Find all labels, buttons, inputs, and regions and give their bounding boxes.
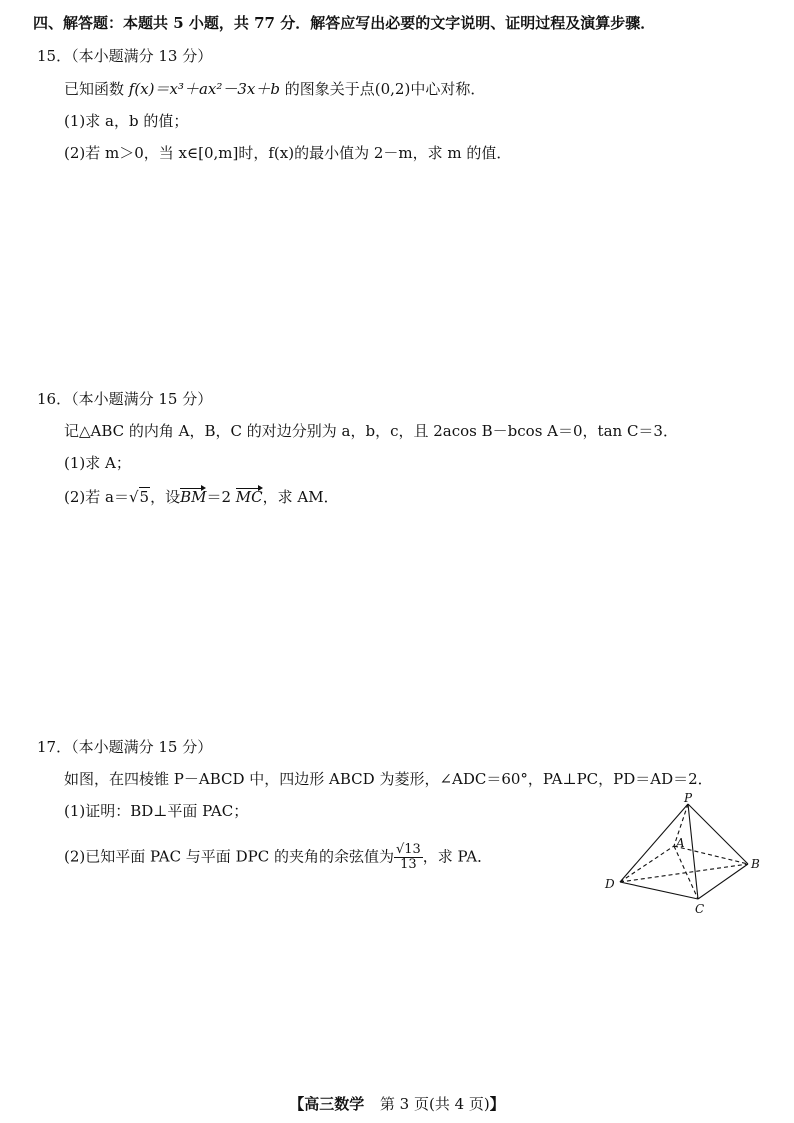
- q16-stem: 记△ABC 的内角 A，B，C 的对边分别为 a，b，c，且 2acos B－bcos A＝0，tan C＝3．: [64, 422, 678, 440]
- fraction-numerator: √13: [395, 842, 421, 857]
- q16-part2-post: ，求 AM．: [262, 488, 339, 506]
- edge-dc: [620, 882, 698, 899]
- q16-part2-sqrt: 5: [139, 488, 150, 506]
- q17-header: 17．（本小题满分 15 分）: [37, 738, 213, 756]
- label-c: C: [695, 902, 705, 916]
- vector-bm: BM: [180, 488, 207, 506]
- q16-header: 16．（本小题满分 15 分）: [37, 390, 213, 408]
- q17-part2-pre: (2)已知平面 PAC 与平面 DPC 的夹角的余弦值为: [64, 847, 394, 866]
- q17-part1: (1)证明：BD⊥平面 PAC；: [64, 802, 249, 820]
- q16-part1: (1)求 A；: [64, 454, 131, 472]
- q17-part2: [64, 843, 492, 872]
- q15-stem-func: f(x)＝x³＋ax²－3x＋b: [128, 80, 280, 98]
- fraction-denominator: 13: [400, 857, 417, 872]
- q16-part2-mid: ，设: [150, 488, 181, 506]
- q17-part2-post: ，求 PA．: [422, 847, 493, 866]
- edge-ab: [674, 846, 748, 864]
- q16-part2-eq: ＝2: [206, 488, 236, 506]
- diagonal-db: [620, 864, 748, 882]
- q17-stem: 如图，在四棱锥 P－ABCD 中，四边形 ABCD 为菱形，∠ADC＝60°，PA⊥PC，PD＝AD＝2．: [64, 770, 713, 788]
- q15-stem-pre: 已知函数: [64, 80, 129, 98]
- q15-header: 15．（本小题满分 13 分）: [37, 47, 213, 65]
- edge-pb: [688, 804, 748, 864]
- q16-part2-pre: (2)若 a＝: [64, 488, 129, 506]
- cosine-fraction: [394, 843, 423, 872]
- footer-left: 【高三数学: [289, 1095, 365, 1113]
- q15-part2: (2)若 m＞0，当 x∈[0,m]时，f(x)的最小值为 2－m，求 m 的值．: [64, 144, 512, 162]
- vector-mc: MC: [235, 488, 263, 506]
- footer-right: 】: [489, 1095, 505, 1113]
- label-d: D: [605, 877, 615, 891]
- page-footer: [0, 1093, 794, 1114]
- label-p: P: [684, 792, 693, 805]
- label-b: B: [751, 857, 760, 871]
- edge-cb: [698, 864, 748, 899]
- q16-part2: (2)若 a＝√5，设BM＝2 MC，求 AM．: [64, 488, 339, 506]
- footer-page: 第 3 页(共 4 页): [379, 1095, 490, 1113]
- diagonal-ac: [674, 846, 698, 899]
- label-a: A: [676, 836, 685, 850]
- q15-stem: [64, 80, 485, 98]
- pyramid-figure: [598, 792, 773, 917]
- q15-part1: (1)求 a，b 的值；: [64, 112, 189, 130]
- q15-stem-post: 的图象关于点(0,2)中心对称．: [280, 80, 486, 98]
- section-header: 四、解答题：本题共 5 小题，共 77 分．解答应写出必要的文字说明、证明过程及演算步骤．: [33, 14, 656, 32]
